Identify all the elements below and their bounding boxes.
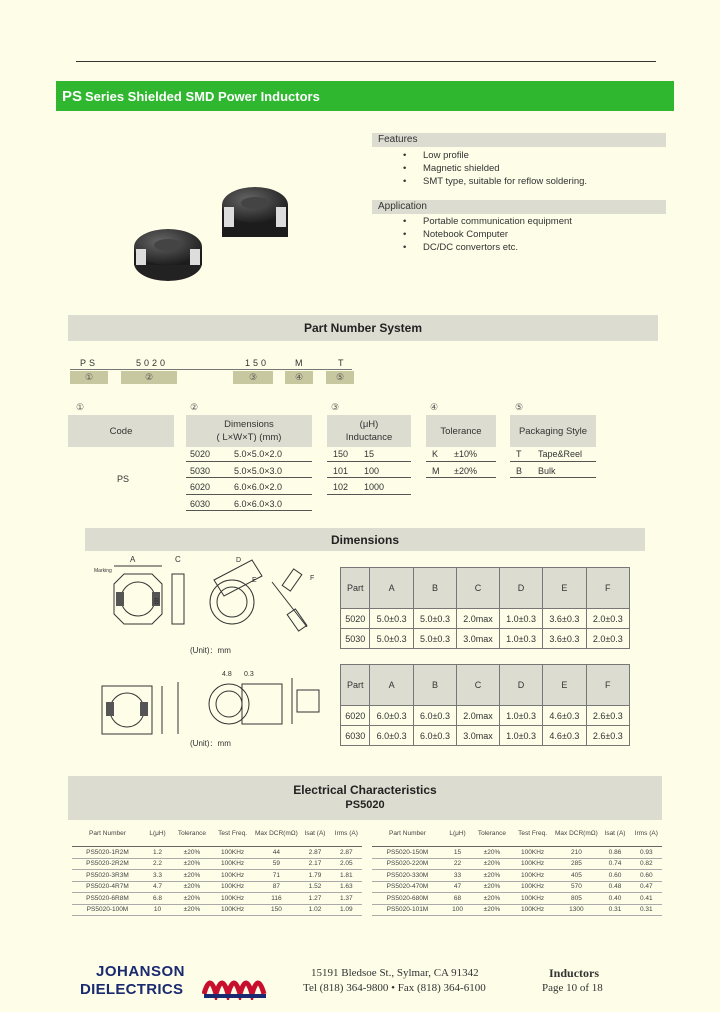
pn-part-1: PS <box>80 358 99 368</box>
table-cell: 100KHz <box>212 893 254 905</box>
table-cell: 100KHz <box>512 881 554 893</box>
pn-part-5: T <box>338 358 347 368</box>
table-cell: PS5020-2R2M <box>72 858 143 870</box>
footer-address: 15191 Bledsoe St., Sylmar, CA 91342 <box>311 967 479 979</box>
table-cell: 5.0±0.3 <box>413 609 456 629</box>
table-row <box>372 881 662 893</box>
table-cell: 0.60 <box>631 870 662 882</box>
table-cell: 6020 <box>341 706 370 726</box>
table-cell: 0.31 <box>631 904 662 916</box>
table-cell: 2.17 <box>299 858 330 870</box>
series-banner <box>56 81 674 111</box>
table-header: F <box>586 665 629 706</box>
table-row <box>341 629 630 649</box>
tolerance-header: Tolerance <box>426 415 496 447</box>
group-number-4: ④ <box>430 402 439 412</box>
features-header: Features <box>372 133 666 147</box>
table-cell: 1.0±0.3 <box>499 706 542 726</box>
dimensions-header-line2: ( L×W×T) (mm) <box>216 432 282 443</box>
dim-code: 5030 <box>190 466 211 476</box>
table-cell: 22 <box>443 858 472 870</box>
table-cell: ±20% <box>472 858 512 870</box>
series-code: PS <box>62 88 83 105</box>
table-cell: 47 <box>443 881 472 893</box>
table-cell: 3.0max <box>457 629 500 649</box>
dimensions-title: Dimensions <box>85 528 645 551</box>
table-row <box>372 858 662 870</box>
table-cell: 100 <box>443 904 472 916</box>
table-cell: 6.0±0.3 <box>413 726 456 746</box>
pn-underline <box>70 369 352 370</box>
table-cell: PS5020-4R7M <box>72 881 143 893</box>
table-cell: 100KHz <box>212 847 254 859</box>
table-cell: ±20% <box>472 893 512 905</box>
table-cell: 100KHz <box>512 904 554 916</box>
table-row <box>372 904 662 916</box>
table-cell: 5030 <box>341 629 370 649</box>
electrical-subtitle: PS5020 <box>345 799 385 811</box>
table-cell: 210 <box>553 847 599 859</box>
table-cell: 2.6±0.3 <box>586 726 629 746</box>
table-cell: 1.0±0.3 <box>499 726 542 746</box>
table-row <box>72 847 362 859</box>
table-row <box>372 893 662 905</box>
dim-size: 6.0×6.0×3.0 <box>234 499 283 509</box>
list-item: • Low profile <box>423 149 587 162</box>
top-rule <box>76 61 656 62</box>
table-cell: 6030 <box>341 726 370 746</box>
table-cell: 1.37 <box>331 893 362 905</box>
row-divider <box>186 494 312 495</box>
features-list <box>423 149 587 188</box>
table-cell: 3.6±0.3 <box>543 629 586 649</box>
label-f: F <box>310 575 315 582</box>
table-cell: 2.0±0.3 <box>586 629 629 649</box>
table-cell: PS5020-150M <box>372 847 443 859</box>
table-cell: ±20% <box>172 881 212 893</box>
table-cell: 6.0±0.3 <box>370 706 413 726</box>
table-cell: ±20% <box>472 904 512 916</box>
table-cell: 3.3 <box>143 870 172 882</box>
pn-index-4: ④ <box>285 371 313 384</box>
table-cell: 100KHz <box>512 858 554 870</box>
table-cell: PS5020-100M <box>72 904 143 916</box>
unit-label-2: (Unit)：mm <box>190 739 231 748</box>
table-header: Isat (A) <box>299 820 330 847</box>
table-cell: ±20% <box>172 858 212 870</box>
table-cell: 71 <box>253 870 299 882</box>
label-e2: 4.8 <box>222 671 232 678</box>
row-divider <box>426 477 496 478</box>
logo-wave-icon <box>202 966 268 1000</box>
table-cell: 4.7 <box>143 881 172 893</box>
electrical-table-right <box>372 820 662 916</box>
row-divider <box>510 477 596 478</box>
table-cell: PS5020-470M <box>372 881 443 893</box>
footer-phone: Tel (818) 364-9800 • Fax (818) 364-6100 <box>303 982 486 994</box>
ind-code: 101 <box>333 466 349 476</box>
table-cell: 1.2 <box>143 847 172 859</box>
packaging-header: Packaging Style <box>510 415 596 447</box>
application-list <box>423 215 572 254</box>
table-cell: 100KHz <box>512 870 554 882</box>
table-cell: 33 <box>443 870 472 882</box>
list-item: • Magnetic shielded <box>423 162 587 175</box>
table-cell: 1300 <box>553 904 599 916</box>
table-cell: PS5020-101M <box>372 904 443 916</box>
table-header: Test Freq. <box>212 820 254 847</box>
table-cell: 6.0±0.3 <box>370 726 413 746</box>
table-header: B <box>413 568 456 609</box>
list-item: • SMT type, suitable for reflow soldering. <box>423 175 587 188</box>
table-cell: 0.41 <box>631 893 662 905</box>
table-header: Part <box>341 568 370 609</box>
table-cell: 2.0max <box>457 609 500 629</box>
table-cell: 285 <box>553 858 599 870</box>
table-header: C <box>457 665 500 706</box>
table-cell: 3.0max <box>457 726 500 746</box>
part-number-system-title: Part Number System <box>68 315 658 341</box>
table-cell: 5020 <box>341 609 370 629</box>
pn-part-2: 5020 <box>136 358 169 368</box>
unit-label-1: (Unit)：mm <box>190 646 231 655</box>
table-cell: 2.0±0.3 <box>586 609 629 629</box>
table-cell: 0.86 <box>599 847 630 859</box>
table-cell: 1.02 <box>299 904 330 916</box>
table-cell: 0.82 <box>631 858 662 870</box>
inductance-header-line1: (μH) <box>359 419 379 430</box>
table-header: Tolerance <box>472 820 512 847</box>
table-cell: 1.09 <box>331 904 362 916</box>
code-header: Code <box>68 415 174 447</box>
group-number-1: ① <box>76 402 85 412</box>
table-cell: 570 <box>553 881 599 893</box>
footer-section: Inductors <box>549 966 600 980</box>
dimensions-table-6020 <box>340 664 630 746</box>
table-header: Part <box>341 665 370 706</box>
table-cell: 1.0±0.3 <box>499 629 542 649</box>
table-cell: 44 <box>253 847 299 859</box>
table-cell: ±20% <box>472 881 512 893</box>
logo-dielectrics: DIELECTRICS <box>80 981 184 998</box>
table-cell: 2.2 <box>143 858 172 870</box>
table-cell: 1.79 <box>299 870 330 882</box>
table-cell: 1.27 <box>299 893 330 905</box>
table-cell: ±20% <box>172 904 212 916</box>
row-divider <box>327 461 411 462</box>
electrical-header <box>68 776 662 820</box>
table-row <box>72 881 362 893</box>
table-cell: 5.0±0.3 <box>370 629 413 649</box>
table-row <box>341 609 630 629</box>
table-header: Irms (A) <box>331 820 362 847</box>
table-row <box>341 706 630 726</box>
table-cell: PS5020-680M <box>372 893 443 905</box>
electrical-table-left <box>72 820 362 916</box>
table-header: E <box>543 665 586 706</box>
dim-size: 6.0×6.0×2.0 <box>234 482 283 492</box>
table-cell: ±20% <box>172 870 212 882</box>
row-divider <box>186 477 312 478</box>
table-cell: 0.60 <box>599 870 630 882</box>
pn-index-2: ② <box>121 371 177 384</box>
table-header: A <box>370 665 413 706</box>
table-header: Part Number <box>72 820 143 847</box>
tol-code: M <box>432 466 440 476</box>
table-cell: 2.87 <box>299 847 330 859</box>
label-e: E <box>252 577 257 584</box>
table-cell: PS5020-6R8M <box>72 893 143 905</box>
table-header: C <box>457 568 500 609</box>
table-cell: 68 <box>443 893 472 905</box>
pkg-value: Bulk <box>538 466 556 476</box>
table-header: D <box>499 568 542 609</box>
footer-page: Page 10 of 18 <box>542 982 603 994</box>
table-cell: 100KHz <box>212 858 254 870</box>
application-header: Application <box>372 200 666 214</box>
table-header: Isat (A) <box>599 820 630 847</box>
table-row <box>72 893 362 905</box>
dimension-drawing-6020 <box>92 664 332 749</box>
label-b: B <box>154 597 160 606</box>
group-number-3: ③ <box>331 402 340 412</box>
table-cell: 0.48 <box>599 881 630 893</box>
ind-code: 150 <box>333 449 349 459</box>
table-cell: 2.0max <box>457 706 500 726</box>
table-cell: PS5020-3R3M <box>72 870 143 882</box>
table-cell: ±20% <box>172 893 212 905</box>
dim-code: 6020 <box>190 482 211 492</box>
code-value: PS <box>117 474 130 484</box>
table-header: A <box>370 568 413 609</box>
table-cell: PS5020-330M <box>372 870 443 882</box>
table-cell: PS5020-220M <box>372 858 443 870</box>
row-divider <box>327 477 411 478</box>
table-header: Max DCR(mΩ) <box>253 820 299 847</box>
inductance-header <box>327 415 411 447</box>
table-row <box>372 847 662 859</box>
table-cell: 1.52 <box>299 881 330 893</box>
table-cell: 100KHz <box>212 881 254 893</box>
pn-index-5: ⑤ <box>326 371 354 384</box>
table-cell: PS5020-1R2M <box>72 847 143 859</box>
dimensions-header <box>186 415 312 447</box>
table-cell: 100KHz <box>212 870 254 882</box>
dimension-drawing-5020 <box>92 552 332 652</box>
label-f2: 0.3 <box>244 671 254 678</box>
pkg-value: Tape&Reel <box>538 449 583 459</box>
pkg-code: B <box>516 466 523 476</box>
list-item: • Notebook Computer <box>423 228 572 241</box>
table-header: L(μH) <box>443 820 472 847</box>
table-header: E <box>543 568 586 609</box>
table-cell: 6.0±0.3 <box>413 706 456 726</box>
tol-code: K <box>432 449 439 459</box>
table-row <box>372 870 662 882</box>
electrical-title: Electrical Characteristics <box>293 783 437 797</box>
ind-value: 100 <box>364 466 380 476</box>
table-row <box>72 858 362 870</box>
pn-index-3: ③ <box>233 371 273 384</box>
label-a: A <box>130 555 136 564</box>
table-cell: 805 <box>553 893 599 905</box>
table-cell: ±20% <box>472 847 512 859</box>
pn-part-4: M <box>295 358 306 368</box>
table-cell: 4.6±0.3 <box>543 706 586 726</box>
table-cell: 3.6±0.3 <box>543 609 586 629</box>
table-header: L(μH) <box>143 820 172 847</box>
table-cell: 0.31 <box>599 904 630 916</box>
label-c: C <box>175 555 181 564</box>
table-header: Max DCR(mΩ) <box>553 820 599 847</box>
pn-part-3: 150 <box>245 358 270 368</box>
list-item: • Portable communication equipment <box>423 215 572 228</box>
label-d: D <box>236 557 242 564</box>
table-row <box>341 726 630 746</box>
group-number-5: ⑤ <box>515 402 524 412</box>
table-cell: 15 <box>443 847 472 859</box>
table-cell: 100KHz <box>512 847 554 859</box>
table-cell: 2.05 <box>331 858 362 870</box>
dim-code: 5020 <box>190 449 211 459</box>
table-cell: 100KHz <box>212 904 254 916</box>
row-divider <box>327 494 411 495</box>
list-item: • DC/DC convertors etc. <box>423 241 572 254</box>
row-divider <box>186 510 312 511</box>
table-header: Tolerance <box>172 820 212 847</box>
ind-value: 15 <box>364 449 375 459</box>
table-cell: 5.0±0.3 <box>413 629 456 649</box>
table-cell: ±20% <box>472 870 512 882</box>
table-cell: 405 <box>553 870 599 882</box>
product-photo <box>120 175 310 295</box>
dimensions-header-line1: Dimensions <box>224 419 274 430</box>
table-cell: 0.40 <box>599 893 630 905</box>
label-marking: Marking <box>94 568 112 574</box>
row-divider <box>186 461 312 462</box>
table-cell: 1.63 <box>331 881 362 893</box>
dim-size: 5.0×5.0×3.0 <box>234 466 283 476</box>
table-header: Irms (A) <box>631 820 662 847</box>
table-header: F <box>586 568 629 609</box>
row-divider <box>426 461 496 462</box>
table-header: Part Number <box>372 820 443 847</box>
dim-code: 6030 <box>190 499 211 509</box>
ind-code: 102 <box>333 482 349 492</box>
dim-size: 5.0×5.0×2.0 <box>234 449 283 459</box>
pkg-code: T <box>516 449 522 459</box>
pn-index-1: ① <box>70 371 108 384</box>
table-row <box>72 870 362 882</box>
table-cell: 5.0±0.3 <box>370 609 413 629</box>
table-cell: 100KHz <box>512 893 554 905</box>
dimensions-table-5020 <box>340 567 630 649</box>
tol-value: ±20% <box>454 466 477 476</box>
table-cell: 4.6±0.3 <box>543 726 586 746</box>
tol-value: ±10% <box>454 449 477 459</box>
table-cell: 1.0±0.3 <box>499 609 542 629</box>
series-title: Series Shielded SMD Power Inductors <box>85 89 320 104</box>
table-cell: 0.47 <box>631 881 662 893</box>
table-header: B <box>413 665 456 706</box>
table-cell: 116 <box>253 893 299 905</box>
table-cell: 150 <box>253 904 299 916</box>
table-cell: 1.81 <box>331 870 362 882</box>
table-cell: 2.6±0.3 <box>586 706 629 726</box>
inductance-header-line2: Inductance <box>345 432 393 443</box>
row-divider <box>510 461 596 462</box>
table-cell: 0.74 <box>599 858 630 870</box>
group-number-2: ② <box>190 402 199 412</box>
table-cell: 6.8 <box>143 893 172 905</box>
table-header: Test Freq. <box>512 820 554 847</box>
logo-johanson: JOHANSON <box>96 963 186 980</box>
table-row <box>72 904 362 916</box>
table-cell: 87 <box>253 881 299 893</box>
table-cell: ±20% <box>172 847 212 859</box>
table-cell: 59 <box>253 858 299 870</box>
table-header: D <box>499 665 542 706</box>
table-cell: 2.87 <box>331 847 362 859</box>
table-cell: 10 <box>143 904 172 916</box>
ind-value: 1000 <box>364 482 385 492</box>
table-cell: 0.93 <box>631 847 662 859</box>
